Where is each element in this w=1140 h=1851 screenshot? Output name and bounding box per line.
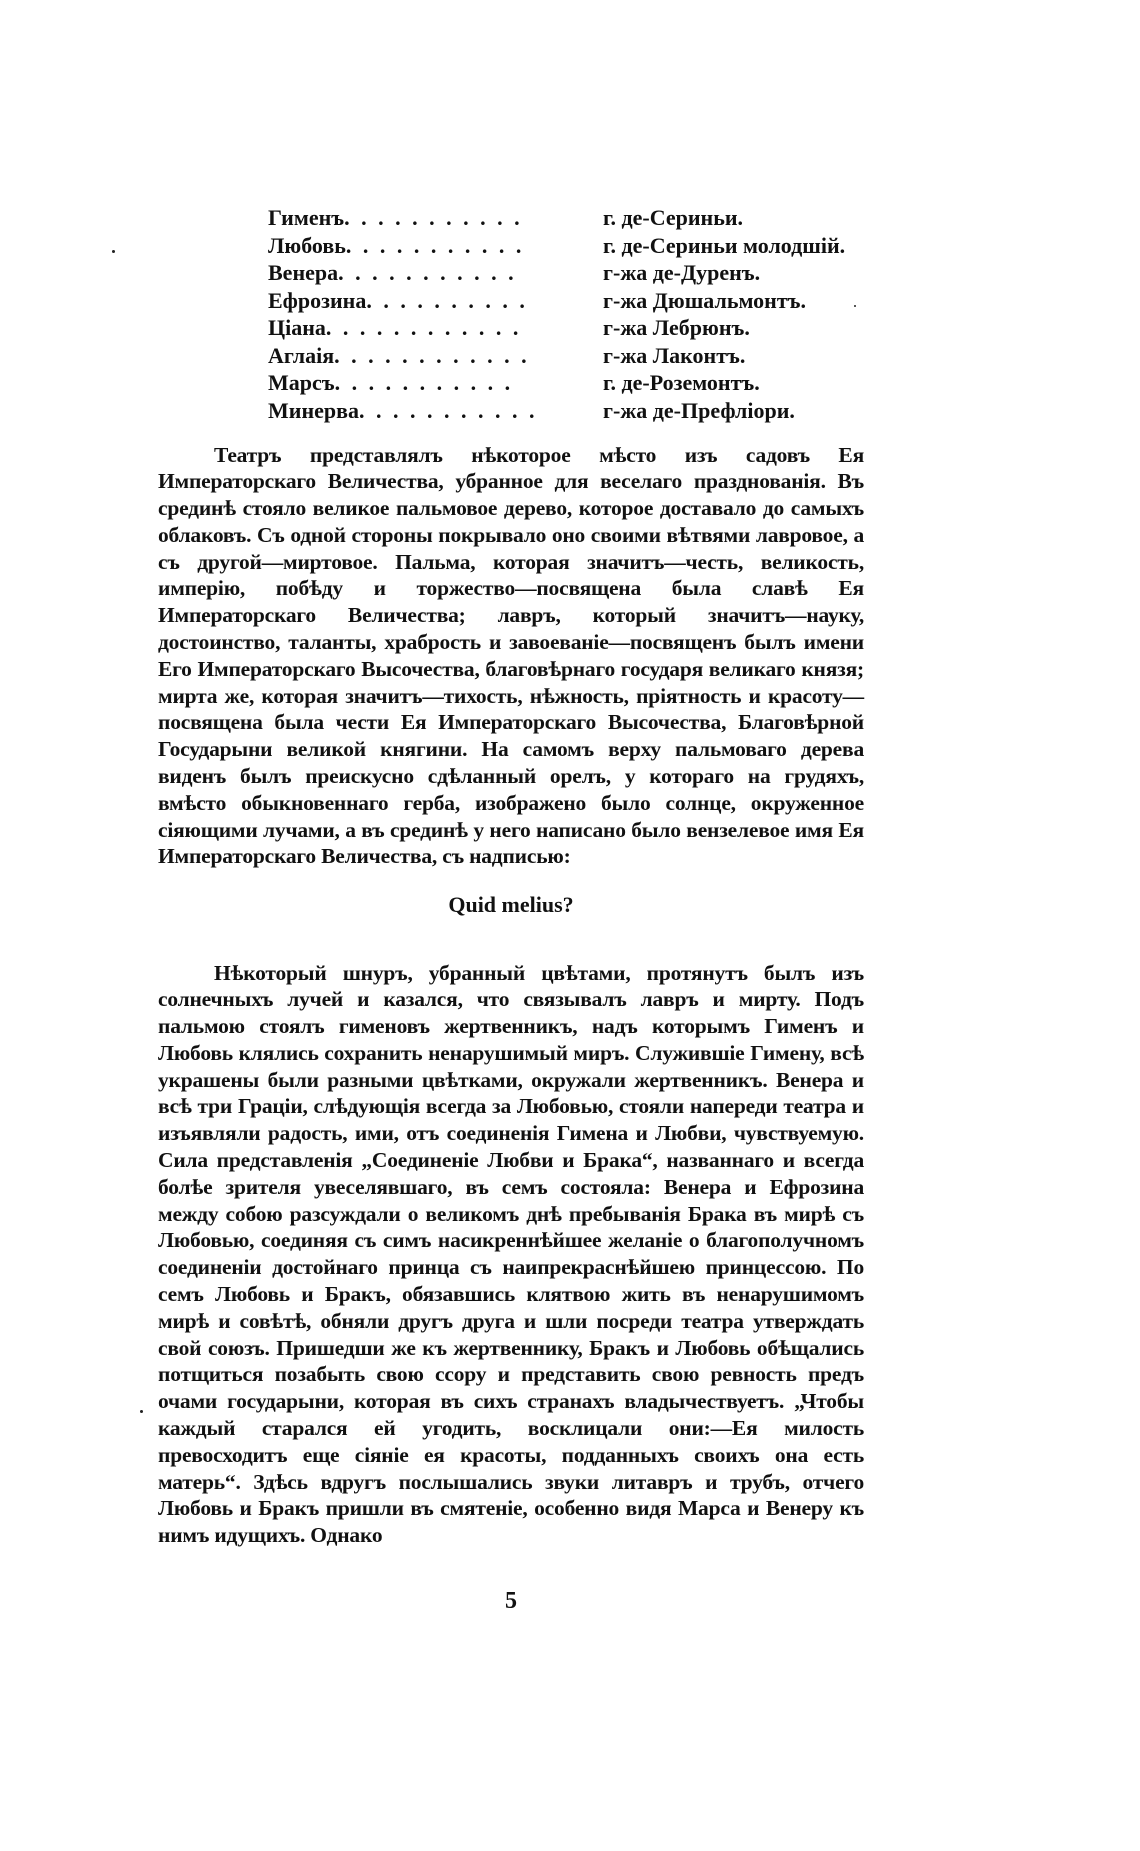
paragraph-ceremony: Нѣкоторый шнуръ, убранный цвѣтами, протянутъ былъ изъ солнечныхъ лучей и казался, что связывалъ лавръ и мирту. Подъ пальмою стоялъ гименовъ жертвенникъ, надъ которымъ Гименъ и Любовь клялись сохранить ненарушимый миръ. Служившіе Гимену, всѣ украшены были разными цвѣтками, окружали жертвенникъ. Венера и всѣ три Граціи, слѣдующія всегда за Любовью, стояли напереди театра и изъявляли радость, ими, отъ соединенія Гимена и Любви, чувствуемую. Сила представленія „Соединеніе Любви и Брака“, названнаго и всегда болѣе зрителя увеселявшаго, въ семъ состояла: Венера и Ефрозина между собою разсуждали о великомъ днѣ пребыванія Брака въ мирѣ съ Любовью, соединяя съ симъ насикреннѣйшее желаніе о благополучномъ соединеніи достойнаго принца съ наипрекраснѣйшею принцессою. По семъ Любовь и Бракъ, обязавшись клятвою жить въ ненарушимомъ мирѣ и совѣтѣ, обняли другъ друга и шли посреди театра утверждать свой союзъ. Пришедши же къ жертвеннику, Бракъ и Любовь обѣщались потщиться позабыть свою ссору и представить свою ревность предъ очами государыни, которая въ сихъ странахъ владычествуетъ. „Чтобы каждый старался ей угодить, восклицали они:—Ея милость превосходитъ еще сіяніе ея красоты, подданныхъ своихъ она есть матерь“. Здѣсь вдругъ послышались звуки литавръ и трубъ, отчего Любовь и Бракъ пришли въ смятеніе, особенно видя Марса и Венеру къ нимъ идущихъ. Однако xyxy=(158,960,864,1548)
cast-role: Ефрозина xyxy=(268,287,367,313)
cast-dots: . . . . . . . . . . . xyxy=(344,205,523,230)
cast-role: Аглаія xyxy=(268,342,335,368)
cast-dots: . . . . . . . . . . . . xyxy=(325,315,522,340)
cast-row xyxy=(268,259,908,287)
cast-role: Любовь xyxy=(268,232,346,258)
cast-row xyxy=(268,232,908,260)
page-number: 5 xyxy=(505,1588,517,1614)
cast-row xyxy=(268,397,908,425)
cast-actor: г. де-Сериньи. xyxy=(603,205,744,230)
cast-dots: . . . . . . . . . . . xyxy=(345,232,525,258)
cast-row xyxy=(268,314,908,342)
cast-role: Ціана xyxy=(268,315,326,340)
cast-role: Венера xyxy=(268,260,339,285)
print-speck xyxy=(140,1410,143,1413)
cast-actor: г. де-Роземонтъ. xyxy=(603,370,760,395)
print-speck xyxy=(112,250,115,253)
cast-dots: . . . . . . . . . . . xyxy=(334,370,514,395)
cast-row xyxy=(268,287,908,315)
cast-dots: . . . . . . . . . . . xyxy=(338,260,517,285)
cast-role: Марсъ xyxy=(268,370,335,395)
cast-role: Минерва xyxy=(268,397,359,423)
cast-dots: . . . . . . . . . . . . xyxy=(334,342,530,368)
motto-inscription: Quid melius? xyxy=(448,892,574,917)
cast-dots: . . . . . . . . . . xyxy=(366,287,528,313)
cast-row xyxy=(268,342,908,370)
cast-role: Гименъ xyxy=(268,205,345,230)
print-speck xyxy=(854,305,856,307)
cast-actor: г-жа Лаконтъ. xyxy=(603,342,746,368)
cast-actor: г-жа де-Дуренъ. xyxy=(603,260,761,285)
cast-actor: г-жа де-Префліори. xyxy=(603,397,795,423)
cast-actor: г-жа Лебрюнъ. xyxy=(603,315,750,340)
cast-row xyxy=(268,204,908,232)
cast-row xyxy=(268,369,908,397)
cast-actor: г-жа Дюшальмонтъ. xyxy=(603,287,806,313)
cast-list xyxy=(268,204,908,424)
paragraph-theatre-description: Театръ представлялъ нѣкоторое мѣсто изъ садовъ Ея Императорскаго Величества, убранное для веселаго празднованія. Въ срединѣ стояло великое пальмовое дерево, которое доставало до самыхъ облаковъ. Съ одной стороны покрывало оно своими вѣтвями лавровое, а съ другой—миртовое. Пальма, которая значитъ—честь, великость, имперію, побѣду и торжество—посвящена была славѣ Ея Императорскаго Величества; лавръ, который значитъ—науку, достоинство, таланты, храбрость и завоеваніе—посвященъ былъ имени Его Императорскаго Высочества, благовѣрнаго государя великаго князя; мирта же, которая значитъ—тихость, нѣжность, пріятность и красоту—посвящена была чести Ея Императорскаго Высочества, Благовѣрной Государыни великой княгини. На самомъ верху пальмоваго дерева виденъ былъ преискусно сдѣланный орелъ, у котораго на грудяхъ, вмѣсто обыкновеннаго герба, изображено было солнце, окруженное сіяющими лучами, а въ срединѣ у него написано было вензелевое имя Ея Императорскаго Величества, съ надписью: xyxy=(158,442,864,869)
cast-actor: г. де-Сериньи молодшій. xyxy=(603,232,846,258)
cast-dots: . . . . . . . . . . . xyxy=(359,397,538,423)
